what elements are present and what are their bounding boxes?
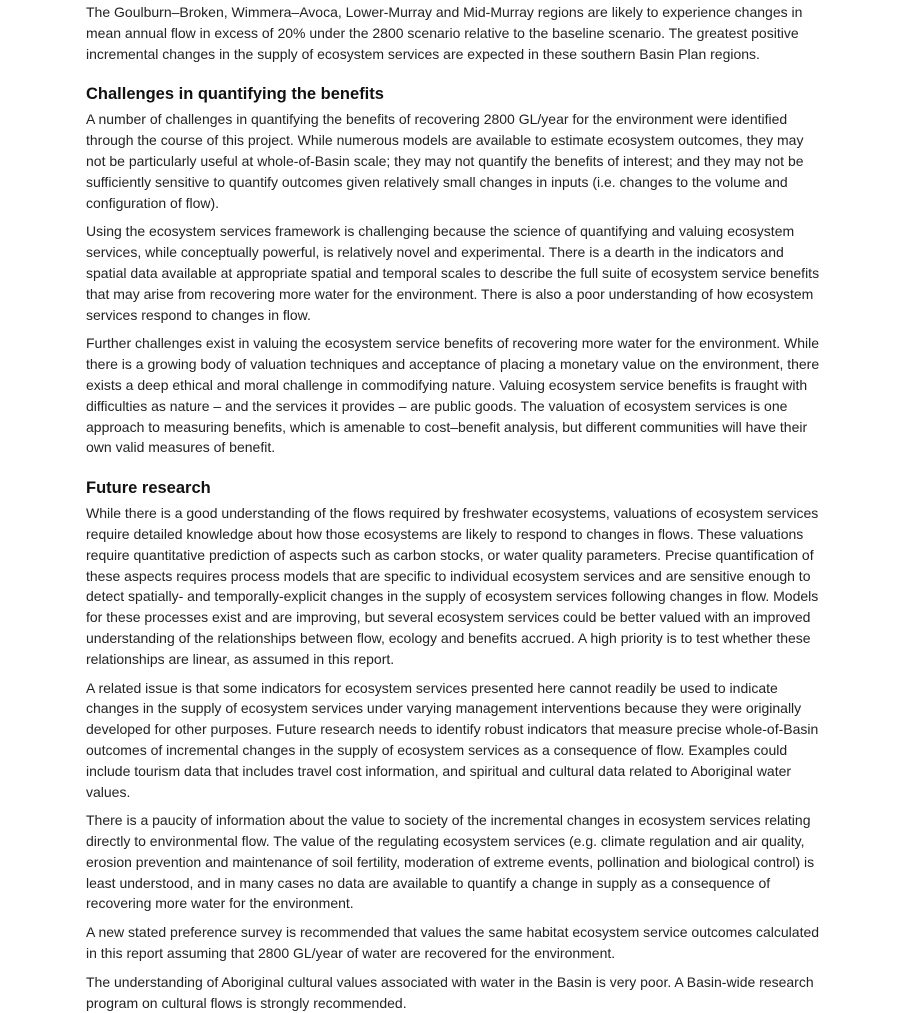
future-research-paragraph: A new stated preference survey is recommended that values the same habitat ecosystem service outcomes calculated in this report assuming that 2800 GL/year of water are recovered for the environment.: [86, 924, 820, 962]
document-page: [86, 2, 826, 1013]
future-research-paragraph: While there is a good understanding of the flows required by freshwater ecosystems, valuations of ecosystem services require detailed knowledge about how those ecosystems are likely to respond to changes in flows. These valuations require quantitative prediction of aspects such as carbon stocks, or water quality parameters. Precise quantification of these aspects requires process models that are specific to individual ecosystem services and are sensitive enough to detect spatially- and temporally-explicit changes in the supply of ecosystem services following changes in flow. Models for these processes exist and are improving, but several ecosystem services could be better valued with an improved understanding of the relationships between flow, ecology and benefits accrued. A high priority is to test whether these relationships are linear, as assumed in this report.: [86, 505, 819, 667]
section-heading-future-research: Future research: [86, 479, 211, 498]
section-heading-challenges: Challenges in quantifying the benefits: [86, 85, 384, 104]
future-research-paragraph: There is a paucity of information about the value to society of the incremental changes in ecosystem services relating directly to environmental flow. The value of the regulating ecosystem services (e.g. climate regulation and air quality, erosion prevention and maintenance of soil fertility, moderation of extreme events, pollination and biological control) is least understood, and in many cases no data are available to quantify a change in supply as a consequence of recovering more water for the environment.: [86, 812, 815, 912]
future-research-paragraph: A related issue is that some indicators for ecosystem services presented here cannot readily be used to indicate changes in the supply of ecosystem services under varying management interventions because they were originally developed for other purposes. Future research needs to identify robust indicators that measure precise whole-of-Basin outcomes of incremental changes in the supply of ecosystem services as a consequence of flow. Examples could include tourism data that includes travel cost information, and spiritual and cultural data related to Aboriginal water values.: [86, 679, 819, 800]
challenges-paragraph: A number of challenges in quantifying the benefits of recovering 2800 GL/year for the environment were identified through the course of this project. While numerous models are available to estimate ecosystem outcomes, they may not be particularly useful at whole-of-Basin scale; they may not quantify the benefits of interest; and they may not be sufficiently sensitive to quantify outcomes given relatively small changes in inputs (i.e. changes to the volume and configuration of flow).: [86, 111, 804, 211]
challenges-paragraph: Further challenges exist in valuing the ecosystem service benefits of recovering more water for the environment. While there is a growing body of valuation techniques and acceptance of placing a monetary value on the environment, there exists a deep ethical and moral challenge in commodifying nature. Valuing ecosystem service benefits is fraught with difficulties as nature – and the services it provides – are public goods. The valuation of ecosystem services is one approach to measuring benefits, which is amenable to cost–benefit analysis, but different communities will have their own valid measures of benefit.: [86, 335, 820, 456]
intro-paragraph: The Goulburn–Broken, Wimmera–Avoca, Lower-Murray and Mid-Murray regions are likely to experience changes in mean annual flow in excess of 20% under the 2800 scenario relative to the baseline scenario. The greatest positive incremental changes in the supply of ecosystem services are expected in these southern Basin Plan regions.: [86, 4, 803, 62]
challenges-paragraph: Using the ecosystem services framework is challenging because the science of quantifying and valuing ecosystem services, while conceptually powerful, is relatively novel and experimental. There is a dearth in the indicators and spatial data available at appropriate spatial and temporal scales to describe the full suite of ecosystem service benefits that may arise from recovering more water for the environment. There is also a poor understanding of how ecosystem services respond to changes in flow.: [86, 223, 820, 323]
future-research-paragraph: The understanding of Aboriginal cultural values associated with water in the Basin is very poor. A Basin-wide research program on cultural flows is strongly recommended.: [86, 973, 814, 1011]
